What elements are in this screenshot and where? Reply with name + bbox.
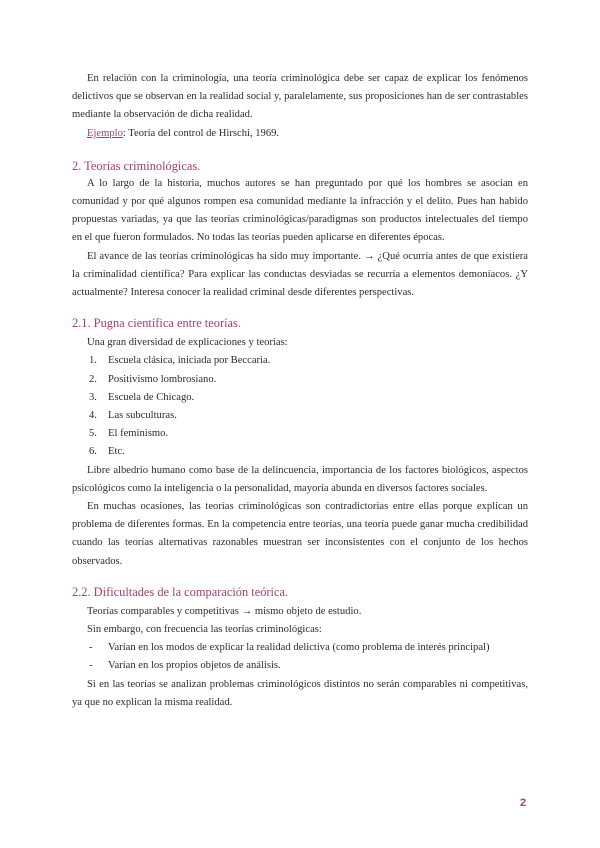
list-item [72, 352, 528, 370]
example-link[interactable]: Ejemplo [87, 127, 123, 139]
section-2-1-paragraph-2: En muchas ocasiones, las teorías criminológicas son contradictorias entre ellas porque explican un problema de diferentes formas. En la competencia entre teorías, una teoría puede ganar mucha credibilidad cuando las teorías alternativas razonables muestran ser inconsistentes con el conjunto de los hechos observados. [72, 501, 528, 567]
list-number: 6. [89, 446, 97, 458]
list-item [72, 425, 528, 443]
page-number: 2 [520, 797, 527, 809]
list-text: Las subculturas. [108, 410, 177, 422]
section-2-2-paragraph-2: Sin embargo, con frecuencia las teorías criminológicas: [87, 624, 322, 636]
variations-list [72, 639, 528, 675]
example-line [72, 125, 528, 143]
list-item [72, 443, 528, 461]
list-item [72, 657, 528, 675]
list-text: Escuela clásica, iniciada por Beccaria. [108, 355, 271, 367]
section-2-2-paragraph-1: Teorías comparables y competitivas → mismo objeto de estudio. [87, 605, 362, 617]
dash-marker: - [89, 642, 93, 654]
list-text: Varían en los propios objetos de análisis. [108, 660, 281, 672]
list-item [72, 389, 528, 407]
section-2-1-heading: 2.1. Pugna científica entre teorías. [72, 316, 241, 331]
list-item [72, 639, 528, 657]
list-number: 3. [89, 391, 97, 403]
section-2-paragraph-1: A lo largo de la historia, muchos autores se han preguntado por qué los hombres se asocian en comunidad y por qué algunos rompen esa comunidad mediante la infracción y el delito. Pues han habido propuestas variadas, ya que las teorías criminológicas/paradigmas son productos intelectuales del tiempo en el que fueron formulados. No todas las teorías pueden aplicarse en diferentes épocas. [72, 177, 528, 244]
theories-list [72, 352, 528, 461]
list-text: Positivismo lombrosiano. [108, 373, 217, 385]
list-item [72, 371, 528, 389]
dash-marker: - [89, 660, 93, 672]
list-number: 1. [89, 355, 97, 367]
list-number: 5. [89, 428, 97, 440]
section-2-2-heading: 2.2. Dificultades de la comparación teórica. [72, 584, 289, 599]
document-page [72, 70, 528, 712]
example-text: : Teoría del control de Hirschi, 1969. [122, 127, 280, 139]
list-number: 4. [89, 410, 97, 422]
list-text: Varían en los modos de explicar la realidad delictiva (como problema de interés principal) [108, 642, 490, 654]
list-text: Etc. [108, 446, 125, 458]
section-2-paragraph-2: El avance de las teorías criminológicas ha sido muy importante. → ¿Qué ocurría antes de que existiera la criminalidad científica? Para explicar las conductas desviadas se recurría a elementos demoníacos. ¿Y actualmente? Interesa conocer la realidad criminal desde diferentes perspectivas. [72, 250, 528, 299]
list-number: 2. [89, 373, 97, 385]
section-2-heading: 2. Teorías criminológicas. [72, 158, 201, 173]
list-text: Escuela de Chicago. [108, 391, 195, 403]
section-2-1-paragraph-1: Libre albedrío humano como base de la delincuencia, importancia de los factores biológicos, aspectos psicológicos como la inteligencia o la personalidad, mayoría abunda en diversos factores sociales. [72, 464, 528, 494]
intro-paragraph: En relación con la criminología, una teoría criminológica debe ser capaz de explicar los fenómenos delictivos que se observan en la realidad social y, paralelamente, sus proposiciones han de ser contrastables mediante la observación de dicha realidad. [72, 73, 528, 121]
section-2-1-lead: Una gran diversidad de explicaciones y teorías: [87, 337, 288, 349]
list-text: El feminismo. [108, 428, 169, 440]
section-2-2-paragraph-3: Si en las teorías se analizan problemas criminológicos distintos no serán comparables ni competitivas, ya que no explican la misma realidad. [72, 678, 528, 708]
list-item [72, 407, 528, 425]
